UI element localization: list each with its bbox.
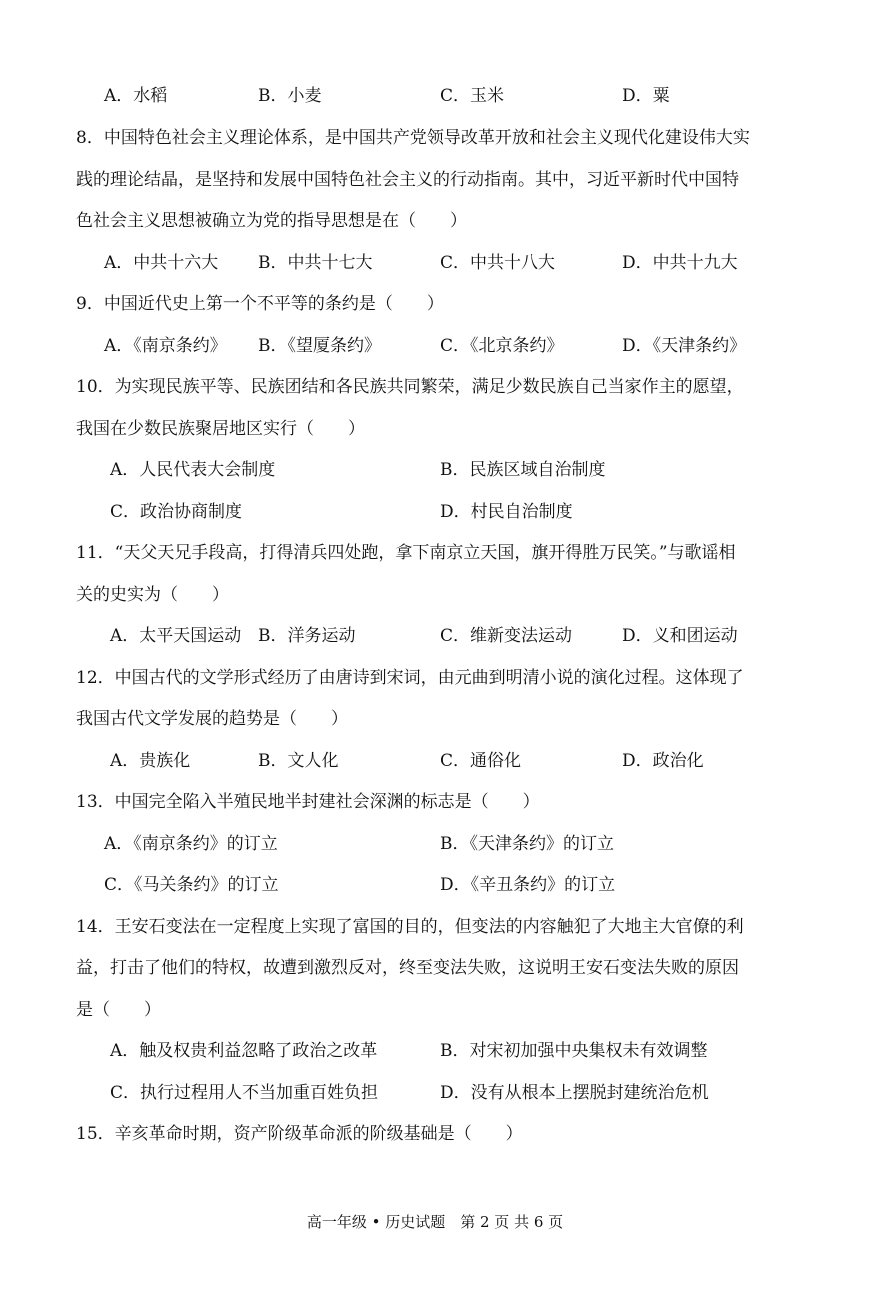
q12-option-d: D．政治化 (622, 751, 704, 771)
q11-stem-line-1: 11．“天父天兄手段高，打得清兵四处跑，拿下南京立天国，旗开得胜万民笑。”与歌谣相 (76, 543, 736, 563)
q14-stem-line-2: 益，打击了他们的特权，故遭到激烈反对，终至变法失败，这说明王安石变法失败的原因 (76, 958, 739, 978)
q9-option-d: D．《天津条约》 (622, 336, 747, 356)
q7-option-c: C．玉米 (440, 86, 505, 106)
q10-stem-line-2: 我国在少数民族聚居地区实行（ ） (76, 419, 365, 439)
q15-stem-line-1: 15．辛亥革命时期，资产阶级革命派的阶级基础是（ ） (76, 1124, 523, 1144)
q14-option-a: A．触及权贵利益忽略了政治之改革 (110, 1041, 378, 1061)
q9-stem-line-1: 9．中国近代史上第一个不平等的条约是（ ） (76, 294, 444, 314)
q12-option-c: C．通俗化 (440, 751, 522, 771)
q11-stem-line-2: 关的史实为（ ） (76, 585, 229, 605)
q9-option-b: B．《望厦条约》 (258, 336, 381, 356)
q14-stem-line-3: 是（ ） (76, 1000, 161, 1020)
q14-stem-line-1: 14．王安石变法在一定程度上实现了富国的目的，但变法的内容触犯了大地主大官僚的利 (76, 917, 744, 937)
q13-stem-line-1: 13．中国完全陷入半殖民地半封建社会深渊的标志是（ ） (76, 792, 540, 812)
q12-stem-line-2: 我国古代文学发展的趋势是（ ） (76, 709, 348, 729)
q11-option-b: B．洋务运动 (258, 626, 356, 646)
q10-option-a: A．人民代表大会制度 (110, 460, 276, 480)
q7-option-a: A．水稻 (104, 86, 168, 106)
q12-option-a: A．贵族化 (110, 751, 191, 771)
q8-option-b: B．中共十七大 (258, 253, 373, 273)
q8-option-a: A．中共十六大 (104, 253, 219, 273)
q9-option-a: A．《南京条约》 (104, 336, 227, 356)
q10-option-d: D．村民自治制度 (440, 502, 573, 522)
q7-option-b: B．小麦 (258, 86, 322, 106)
q12-stem-line-1: 12．中国古代的文学形式经历了由唐诗到宋词，由元曲到明清小说的演化过程。这体现了 (76, 668, 744, 688)
q8-option-d: D．中共十九大 (622, 253, 738, 273)
q11-option-a: A．太平天国运动 (110, 626, 242, 646)
q13-option-b: B．《天津条约》的订立 (440, 834, 614, 854)
q8-stem-line-3: 色社会主义思想被确立为党的指导思想是在（ ） (76, 211, 467, 231)
q8-option-c: C．中共十八大 (440, 253, 556, 273)
q10-stem-line-1: 10．为实现民族平等、民族团结和各民族共同繁荣，满足少数民族自己当家作主的愿望， (76, 377, 744, 397)
q14-option-d: D．没有从根本上摆脱封建统治危机 (440, 1083, 709, 1103)
q13-option-d: D．《辛丑条约》的订立 (440, 875, 616, 895)
q11-option-d: D．义和团运动 (622, 626, 738, 646)
q14-option-c: C．执行过程用人不当加重百姓负担 (110, 1083, 379, 1103)
q12-option-b: B．文人化 (258, 751, 339, 771)
q11-option-c: C．维新变法运动 (440, 626, 573, 646)
q13-option-a: A．《南京条约》的订立 (104, 834, 278, 854)
q14-option-b: B．对宋初加强中央集权未有效调整 (440, 1041, 708, 1061)
q10-option-b: B．民族区域自治制度 (440, 460, 606, 480)
q10-option-c: C．政治协商制度 (110, 502, 243, 522)
q7-option-d: D．粟 (622, 86, 670, 106)
q8-stem-line-2: 践的理论结晶，是坚持和发展中国特色社会主义的行动指南。其中，习近平新时代中国特 (76, 170, 739, 190)
q8-stem-line-1: 8．中国特色社会主义理论体系，是中国共产党领导改革开放和社会主义现代化建设伟大实 (76, 128, 750, 148)
q9-option-c: C．《北京条约》 (440, 336, 564, 356)
q13-option-c: C．《马关条约》的订立 (104, 875, 279, 895)
page-footer: 高一年级 • 历史试题 第 2 页 共 6 页 (306, 1213, 564, 1231)
